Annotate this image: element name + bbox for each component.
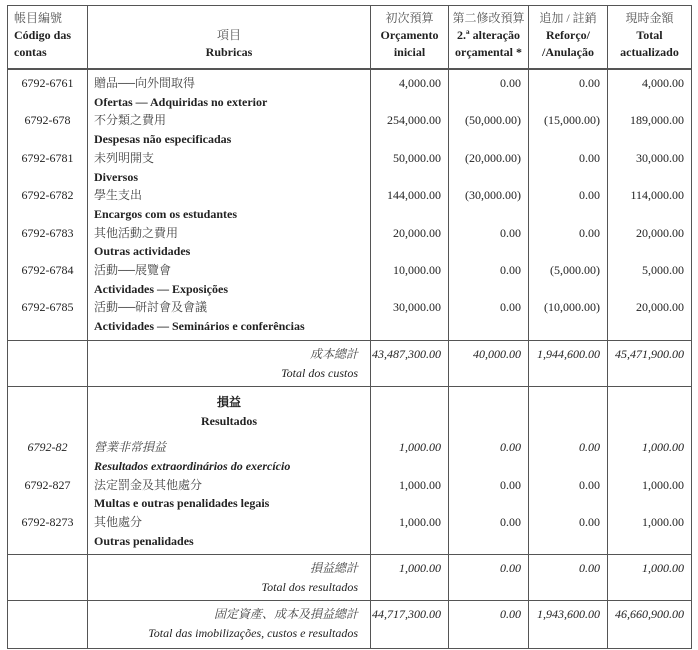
rubric-cell [88, 149, 371, 186]
rubric-cell [88, 261, 371, 298]
initial-budget: 20,000.00 [371, 224, 449, 261]
results-heading-pt: Resultados [200, 413, 257, 428]
budget-alteration: 0.00 [449, 476, 529, 513]
reinforcement: 0.00 [529, 186, 608, 223]
header-total: 現時金額 Total actualizado [608, 6, 692, 70]
updated-total: 5,000.00 [608, 261, 692, 298]
budget-alteration: 0.00 [449, 438, 529, 475]
budget-alteration: (50,000.00) [449, 111, 529, 148]
initial-budget: 1,000.00 [371, 476, 449, 513]
header-code: 帳目編號 Código das contas [8, 6, 88, 70]
account-code: 6792-6784 [8, 261, 88, 298]
initial-budget: 1,000.00 [371, 438, 449, 475]
table-row [8, 476, 692, 513]
updated-total: 4,000.00 [608, 69, 692, 111]
initial-budget: 30,000.00 [371, 298, 449, 340]
budget-alteration: 0.00 [449, 69, 529, 111]
header-row [8, 6, 692, 70]
rubric-zh: 其他處分 [94, 515, 143, 530]
updated-total: 20,000.00 [608, 224, 692, 261]
header-initial: 初次預算 Orçamento inicial [371, 6, 449, 70]
reinforcement: 0.00 [529, 224, 608, 261]
rubric-cell [88, 111, 371, 148]
rubric-zh: 活動──展覽會 [94, 263, 172, 278]
rubric-zh: 不分類之費用 [94, 113, 167, 128]
updated-total: 1,000.00 [608, 476, 692, 513]
reinforcement: 0.00 [529, 476, 608, 513]
reinforcement: 0.00 [529, 438, 608, 475]
rubric-pt: Ofertas — Adquiridas no exterior [94, 94, 268, 109]
rubric-cell [88, 224, 371, 261]
rubric-cell [88, 438, 371, 475]
budget-alteration: 0.00 [449, 513, 529, 555]
initial-budget: 10,000.00 [371, 261, 449, 298]
rubric-pt: Outras penalidades [94, 533, 194, 548]
table-row [8, 186, 692, 223]
reinforcement: (5,000.00) [529, 261, 608, 298]
table-row [8, 513, 692, 555]
reinforcement: 0.00 [529, 513, 608, 555]
results-heading-row [8, 386, 692, 438]
table-row [8, 224, 692, 261]
rubric-pt: Actividades — Seminários e conferências [94, 319, 305, 334]
rubric-pt: Multas e outras penalidades legais [94, 496, 270, 511]
updated-total: 1,000.00 [608, 513, 692, 555]
rubric-pt: Resultados extraordinários do exercício [94, 458, 291, 473]
account-code: 6792-6785 [8, 298, 88, 340]
account-code: 6792-82 [8, 438, 88, 475]
rubric-cell [88, 476, 371, 513]
account-code: 6792-6761 [8, 69, 88, 111]
updated-total: 30,000.00 [608, 149, 692, 186]
account-code: 6792-678 [8, 111, 88, 148]
rubric-zh: 學生支出 [94, 188, 143, 203]
rubric-pt: Actividades — Exposições [94, 281, 229, 296]
costs-total-row: 成本總計 Total dos custos 43,487,300.00 40,000.00 1,944,600.00 45,471,900.00 [8, 340, 692, 386]
header-reinforcement: 追加 / 註銷 Reforço/ /Anulação [529, 6, 608, 70]
account-code: 6792-8273 [8, 513, 88, 555]
budget-alteration: 0.00 [449, 261, 529, 298]
table-row [8, 298, 692, 340]
header-rubricas: 項目 Rubricas [88, 6, 371, 70]
reinforcement: (10,000.00) [529, 298, 608, 340]
rubric-zh: 贈品──向外間取得 [94, 76, 196, 90]
rubric-zh: 法定罰金及其他處分 [94, 477, 203, 492]
rubric-pt: Encargos com os estudantes [94, 206, 237, 221]
reinforcement: 0.00 [529, 149, 608, 186]
rubric-zh: 未列明開支 [94, 150, 155, 165]
table-row [8, 261, 692, 298]
account-code: 6792-6781 [8, 149, 88, 186]
budget-alteration: 0.00 [449, 224, 529, 261]
table-row [8, 111, 692, 148]
rubric-pt: Despesas não especificadas [94, 132, 232, 147]
table-row [8, 149, 692, 186]
account-code: 6792-827 [8, 476, 88, 513]
initial-budget: 1,000.00 [371, 513, 449, 555]
account-code: 6792-6783 [8, 224, 88, 261]
results-heading-zh: 損益 [216, 394, 241, 409]
budget-alteration: 0.00 [449, 298, 529, 340]
updated-total: 1,000.00 [608, 438, 692, 475]
table-row [8, 69, 692, 111]
costs-section [8, 69, 692, 340]
rubric-cell [88, 513, 371, 555]
rubric-pt: Diversos [94, 169, 138, 184]
rubric-cell [88, 69, 371, 111]
updated-total: 20,000.00 [608, 298, 692, 340]
rubric-pt: Outras actividades [94, 244, 191, 259]
rubric-zh: 其他活動之費用 [94, 225, 179, 240]
grand-total-row: 固定資產、成本及損益總計 Total das imobilizações, custos e resultados 44,717,300.00 0.00 1,943,600.00 46,660,900.00 [8, 601, 692, 649]
budget-alteration: (20,000.00) [449, 149, 529, 186]
results-section [8, 438, 692, 555]
budget-table [7, 5, 692, 649]
initial-budget: 144,000.00 [371, 186, 449, 223]
reinforcement: (15,000.00) [529, 111, 608, 148]
rubric-cell [88, 298, 371, 340]
budget-alteration: (30,000.00) [449, 186, 529, 223]
rubric-cell [88, 186, 371, 223]
rubric-zh: 活動──研討會及會議 [94, 300, 208, 315]
updated-total: 114,000.00 [608, 186, 692, 223]
initial-budget: 4,000.00 [371, 69, 449, 111]
updated-total: 189,000.00 [608, 111, 692, 148]
header-alteration: 第二修改預算 2.ª alteração orçamental * [449, 6, 529, 70]
initial-budget: 254,000.00 [371, 111, 449, 148]
initial-budget: 50,000.00 [371, 149, 449, 186]
account-code: 6792-6782 [8, 186, 88, 223]
table-row [8, 438, 692, 475]
rubric-zh: 營業非常損益 [94, 440, 167, 455]
reinforcement: 0.00 [529, 69, 608, 111]
results-total-row: 損益總計 Total dos resultados 1,000.00 0.00 0.00 1,000.00 [8, 555, 692, 601]
